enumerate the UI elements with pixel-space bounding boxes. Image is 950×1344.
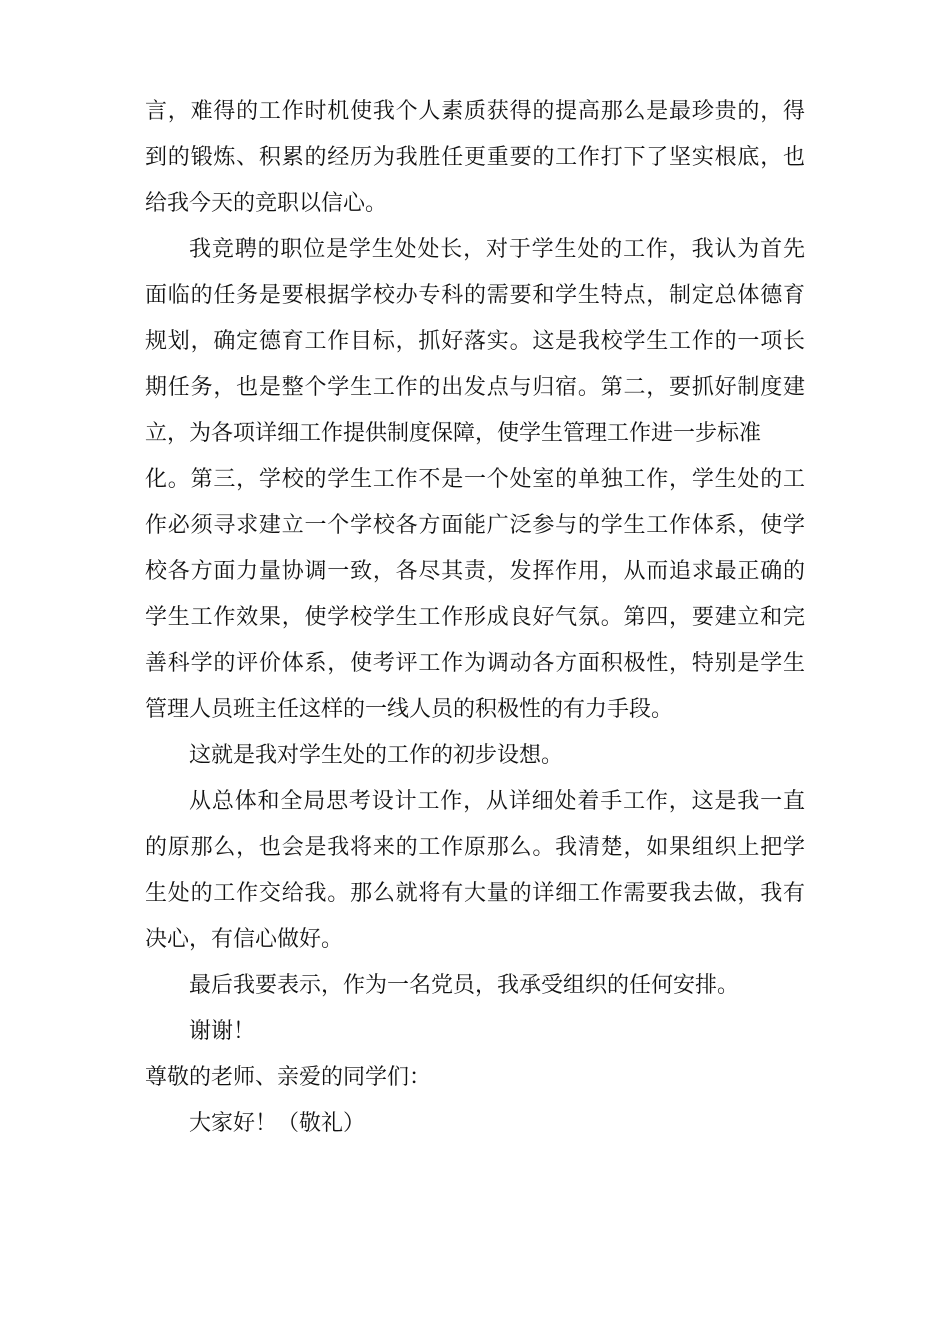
document-body [145, 89, 805, 1147]
text-line: 善科学的评价体系，使考评工作为调动各方面积极性，特别是学生 [145, 651, 805, 676]
text-line: 到的锻炼、积累的经历为我胜任更重要的工作打下了坚实根底，也 [145, 145, 805, 170]
paragraph-first-line: 这就是我对学生处的工作的初步设想。 [189, 743, 564, 768]
salutation: 尊敬的老师、亲爱的同学们： [145, 1065, 432, 1090]
text-line: 化。第三，学校的学生工作不是一个处室的单独工作，学生处的工 [145, 467, 805, 492]
greeting: 大家好！（敬礼） [189, 1111, 366, 1136]
text-line: 规划，确定德育工作目标，抓好落实。这是我校学生工作的一项长 [145, 329, 805, 354]
text-line: 生处的工作交给我。那么就将有大量的详细工作需要我去做，我有 [145, 881, 805, 906]
text-line: 面临的任务是要根据学校办专科的需要和学生特点，制定总体德育 [145, 283, 805, 308]
text-line: 言，难得的工作时机使我个人素质获得的提高那么是最珍贵的，得 [145, 99, 805, 124]
closing-thanks: 谢谢！ [189, 1019, 256, 1044]
text-line: 的原那么，也会是我将来的工作原那么。我清楚，如果组织上把学 [145, 835, 805, 860]
text-line: 决心，有信心做好。 [145, 927, 344, 952]
text-line: 校各方面力量协调一致，各尽其责，发挥作用，从而追求最正确的 [145, 559, 805, 584]
text-line: 管理人员班主任这样的一线人员的积极性的有力手段。 [145, 697, 674, 722]
paragraph-first-line: 我竞聘的职位是学生处处长，对于学生处的工作，我认为首先 [189, 237, 805, 262]
text-line: 立，为各项详细工作提供制度保障，使学生管理工作进一步标准 [145, 421, 762, 446]
text-line: 期任务，也是整个学生工作的出发点与归宿。第二，要抓好制度建 [145, 375, 805, 400]
text-line: 作必须寻求建立一个学校各方面能广泛参与的学生工作体系，使学 [145, 513, 805, 538]
paragraph-first-line: 从总体和全局思考设计工作，从详细处着手工作，这是我一直 [189, 789, 805, 814]
text-line: 给我今天的竞职以信心。 [145, 191, 388, 216]
paragraph-first-line: 最后我要表示，作为一名党员，我承受组织的任何安排。 [189, 973, 740, 998]
text-line: 学生工作效果，使学校学生工作形成良好气氛。第四，要建立和完 [145, 605, 805, 630]
